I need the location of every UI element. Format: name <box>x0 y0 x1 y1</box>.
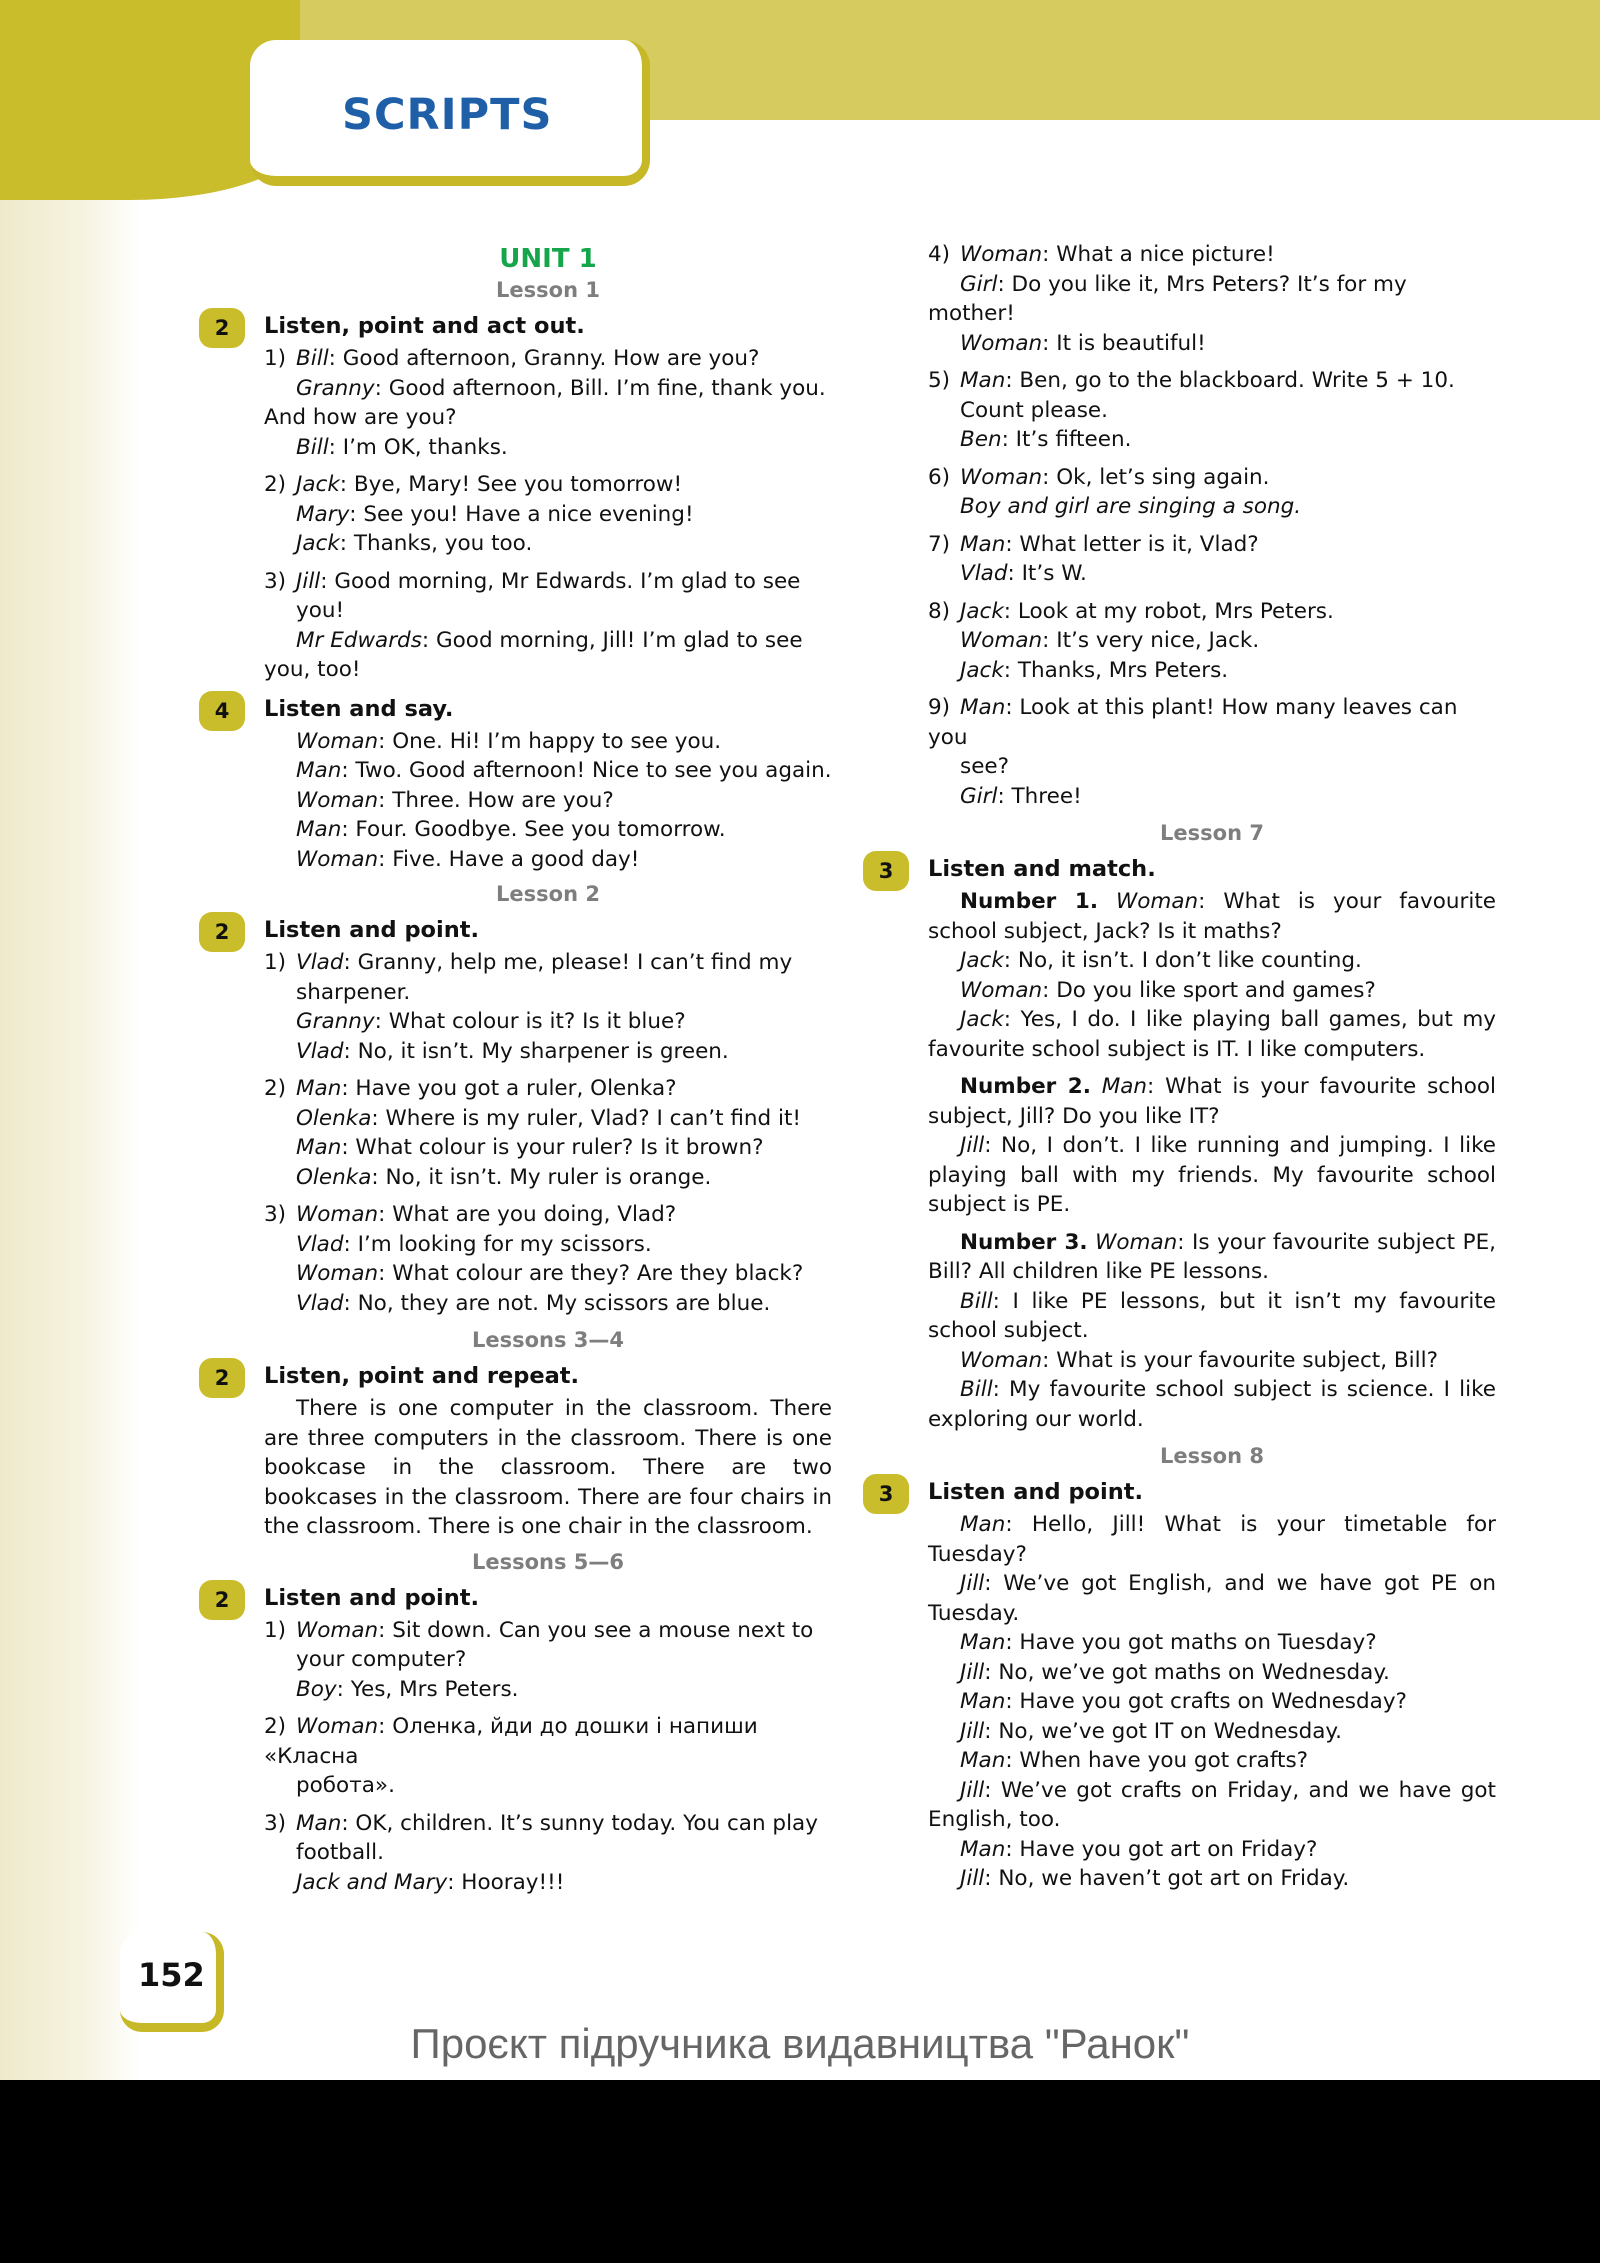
dialogue-item: 5) Man: Ben, go to the blackboard. Write 5 + 10. Count please. Ben: It’s fifteen. <box>928 368 1455 452</box>
dialogue-item: 4) Woman: What a nice picture! Girl: Do you like it, Mrs Peters? It’s for my mother! Woman: It is beautiful! <box>928 242 1407 356</box>
task-label: Listen and point. <box>928 1479 1144 1505</box>
dialogue-item: 2) Jack: Bye, Mary! See you tomorrow! Mary: See you! Have a nice evening! Jack: Thanks, you too. <box>264 472 694 556</box>
right-column <box>878 240 1497 1894</box>
dialogue-item: 3) Man: OK, children. It’s sunny today. You can play football. Jack and Mary: Hooray!!! <box>264 1810 818 1895</box>
task-number-badge: 2 <box>199 912 245 952</box>
lesson-heading: Lessons 5—6 <box>471 1549 625 1574</box>
task-block <box>878 1476 1496 1894</box>
dialogue-item: 2) Man: Have you got a ruler, Olenka? Olenka: Where is my ruler, Vlad? I can’t find it! Man: What colour is your ruler? Is it brown? Olenka: No, it isn’t. My ruler is orange. <box>264 1076 802 1190</box>
task-heading <box>214 1360 832 1392</box>
task-label: Listen, point and repeat. <box>264 1363 580 1389</box>
dialogue-lines: Woman: One. Hi! I’m happy to see you. Man: Two. Good afternoon! Nice to see you again. Woman: Three. How are you? Man: Four. Goodbye. See you tomorrow. Woman: Five. Have a good day! <box>296 728 832 872</box>
task-heading <box>214 914 832 946</box>
page-number: 152 <box>138 1956 205 1994</box>
side-gradient-band <box>0 0 140 2080</box>
task-heading <box>214 1582 832 1614</box>
lesson-heading: Lesson 1 <box>496 278 600 302</box>
dialogue-item: 7) Man: What letter is it, Vlad? Vlad: It’s W. <box>928 531 1259 586</box>
task-number-badge: 3 <box>863 851 909 891</box>
page-title: SCRIPTS <box>342 90 553 140</box>
task-heading <box>214 310 832 342</box>
dialogue-item: 3) Woman: What are you doing, Vlad? Vlad: I’m looking for my scissors. Woman: What colour are they? Are they black? Vlad: No, they are not. My scissors are blue. <box>264 1202 804 1316</box>
task-label: Listen and match. <box>928 856 1156 882</box>
task-block <box>214 693 832 875</box>
script-paragraph: There is one computer in the classroom. There are three computers in the classroom. There is one bookcase in the classroom. There are two bookcases in the classroom. There are four chairs in the classroom. There is one chair in the classroom. <box>264 1396 832 1539</box>
lesson-heading: Lesson 8 <box>1160 1444 1264 1468</box>
task-number-badge: 2 <box>199 1358 245 1398</box>
dialogue-item: 1) Vlad: Granny, help me, please! I can’t find my sharpener. Granny: What colour is it? Is it blue? Vlad: No, it isn’t. My sharpener is green. <box>264 950 793 1064</box>
task-label: Listen and say. <box>264 695 454 722</box>
title-box <box>250 40 650 186</box>
dialogue-item: 3) Jill: Good morning, Mr Edwards. I’m glad to see you! Mr Edwards: Good morning, Jill! I’m glad to see you, too! <box>264 568 803 682</box>
task-block <box>214 914 832 1318</box>
match-number-block: Number 3. Woman: Is your favourite subject PE, Bill? All children like PE lessons. Bill: I like PE lessons, but it isn’t my favourite school subject. Woman: What is your favourite subject, Bill? Bill: My favourite school subject is science. I like exploring our world. <box>928 1229 1496 1432</box>
lesson-heading: Lessons 3—4 <box>471 1328 625 1352</box>
task-number-badge: 4 <box>199 691 245 731</box>
task-block <box>214 1360 832 1542</box>
task-number-badge: 2 <box>199 308 245 348</box>
match-number-block: Number 2. Man: What is your favourite school subject, Jill? Do you like IT? Jill: No, I don’t. I like running and jumping. I like playing ball with my friends. My favourite school subject is PE. <box>928 1074 1496 1217</box>
task-block <box>214 310 832 685</box>
dialogue-item: 8) Jack: Look at my robot, Mrs Peters. Woman: It’s very nice, Jack. Jack: Thanks, Mrs Peters. <box>928 598 1334 683</box>
footer-black-bar <box>0 2080 1600 2263</box>
task-label: Listen and point. <box>264 917 480 943</box>
dialogue-item: 6) Woman: Ok, let’s sing again. Boy and girl are singing a song. <box>928 464 1302 519</box>
publisher-watermark: Проєкт підручника видавництва "Ранок" <box>410 2020 1190 2067</box>
task-label: Listen and point. <box>264 1584 480 1611</box>
task-heading <box>214 693 832 725</box>
lesson-heading: Lesson 2 <box>496 882 600 906</box>
task-heading <box>878 853 1496 885</box>
dialogue-item: 1) Bill: Good afternoon, Granny. How are you? Granny: Good afternoon, Bill. I’m fine, thank you. And how are you? Bill: I’m OK, thanks. <box>264 346 826 460</box>
task-number-badge: 3 <box>863 1474 909 1514</box>
task-block <box>878 853 1497 1434</box>
lesson-heading: Lesson 7 <box>1160 821 1264 845</box>
dialogue-lines: Man: Hello, Jill! What is your timetable for Tuesday? Jill: We’ve got English, and we have got PE on Tuesday. Man: Have you got maths on Tuesday? Jill: No, we’ve got maths on Wednesday. Man: Have you got crafts on Wednesday? Jill: No, we’ve got IT on Wednesday. Man: When have you got crafts? Jill: We’ve got crafts on Friday, and we have got English, too. Man: Have you got art on Friday? Jill: No, we haven’t got art on Friday. <box>928 1512 1496 1891</box>
task-block <box>214 1582 832 1898</box>
match-number-block: Number 1. Woman: What is your favourite school subject, Jack? Is it maths? Jack: No, it isn’t. I don’t like counting. Woman: Do you like sport and games? Jack: Yes, I do. I like playing ball games, but my favourite school subject is IT. I like computers. <box>928 889 1497 1062</box>
task-label: Listen, point and act out. <box>264 313 585 339</box>
dialogue-item: 9) Man: Look at this plant! How many leaves can you see? Girl: Three! <box>928 695 1458 809</box>
task-number-badge: 2 <box>199 1580 245 1620</box>
task-heading <box>878 1476 1496 1508</box>
unit-title: UNIT 1 <box>499 244 597 274</box>
dialogue-item: 1) Woman: Sit down. Can you see a mouse next to your computer? Boy: Yes, Mrs Peters. <box>264 1617 814 1702</box>
dialogue-item: 2) Woman: Оленка, йди до дошки і напиши «Класна робота». <box>264 1714 758 1798</box>
left-column <box>214 240 832 1905</box>
